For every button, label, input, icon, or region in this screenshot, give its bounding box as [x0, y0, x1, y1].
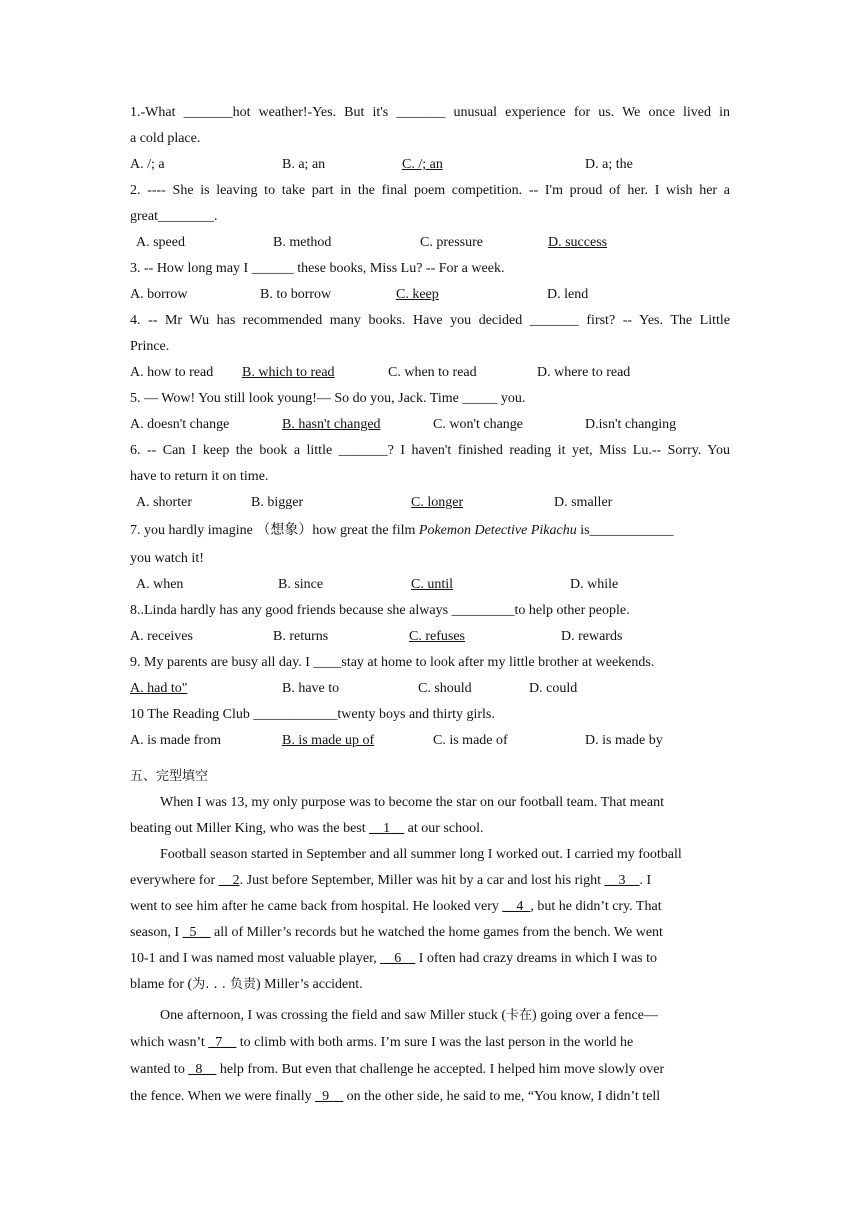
option-c[interactable]: C. pressure	[420, 235, 483, 250]
worksheet	[130, 100, 730, 1110]
option-b[interactable]: B. have to	[282, 681, 340, 696]
stem-text: 7. you hardly imagine （想象）how great the film	[130, 523, 419, 538]
question-stem: 10 The Reading Club ____________twenty boys and thirty girls.	[130, 707, 495, 722]
options-row	[130, 572, 730, 598]
paragraph-1	[130, 790, 730, 842]
option-a[interactable]: A. is made from	[130, 733, 221, 748]
option-c[interactable]: C. keep	[396, 287, 439, 302]
text: went to see him after he came back from hospital. He looked very	[130, 899, 503, 914]
text: beating out Miller King, who was the best	[130, 821, 370, 836]
blank-9: _9__	[315, 1089, 344, 1104]
option-d[interactable]: D. smaller	[554, 495, 613, 510]
text: wanted to	[130, 1062, 189, 1077]
question-stem: 2. ---- She is leaving to take part in the final poem competition. -- I'm proud of her. I wish her a	[130, 183, 730, 198]
option-b[interactable]: B. method	[273, 235, 332, 250]
question-stem: 3. -- How long may I ______ these books, Miss Lu? -- For a week.	[130, 261, 505, 276]
option-c[interactable]: C. longer	[411, 495, 464, 510]
text: help from. But even that challenge he accepted. I helped him move slowly over	[216, 1062, 665, 1077]
text: When I was 13, my only purpose was to become the star on our football team. That meant	[160, 795, 664, 810]
option-c[interactable]: C. is made of	[433, 733, 508, 748]
text: on the other side, he said to me, “You know, I didn’t tell	[343, 1089, 661, 1104]
option-d[interactable]: D. success	[548, 235, 608, 250]
question-stem	[130, 516, 730, 546]
option-a[interactable]: A. when	[136, 577, 184, 592]
option-b[interactable]: B. which to read	[242, 365, 335, 380]
option-a[interactable]: A. receives	[130, 629, 193, 644]
question-stem-continued: Prince.	[130, 339, 170, 354]
text: to climb with both arms. I’m sure I was the last person in the world he	[236, 1035, 634, 1050]
blank-1: __1__	[369, 821, 405, 836]
option-a[interactable]: A. shorter	[136, 495, 192, 510]
paragraph-2	[130, 842, 730, 998]
blank-4: __4_	[502, 899, 531, 914]
question-stem-continued: you watch it!	[130, 551, 204, 566]
option-a[interactable]: A. /; a	[130, 157, 165, 172]
blank-3: __3__	[604, 873, 640, 888]
option-d[interactable]: D. a; the	[585, 157, 633, 172]
option-b[interactable]: B. since	[278, 577, 324, 592]
text: which wasn’t	[130, 1035, 209, 1050]
options-row	[130, 624, 730, 650]
option-d[interactable]: D. is made by	[585, 733, 663, 748]
option-c[interactable]: C. when to read	[388, 365, 477, 380]
option-a[interactable]: A. doesn't change	[130, 417, 230, 432]
option-b[interactable]: B. bigger	[251, 495, 304, 510]
text: . I	[639, 873, 652, 888]
option-a[interactable]: A. had to"	[130, 681, 188, 696]
option-d[interactable]: D. where to read	[537, 365, 631, 380]
option-d[interactable]: D. while	[570, 577, 619, 592]
option-c[interactable]: C. until	[411, 577, 454, 592]
section-title: 五、完型填空	[130, 769, 209, 784]
text: 10-1 and I was named most valuable player,	[130, 951, 381, 966]
question-stem: 9. My parents are busy all day. I ____stay at home to look after my little brother at weekends.	[130, 655, 655, 670]
question-stem: 8..Linda hardly has any good friends because she always _________to help other people.	[130, 603, 630, 618]
option-b[interactable]: B. to borrow	[260, 287, 332, 302]
option-d[interactable]: D.isn't changing	[585, 417, 677, 432]
options-row	[130, 676, 730, 702]
text: season, I	[130, 925, 183, 940]
option-d[interactable]: D. rewards	[561, 629, 623, 644]
text: Football season started in September and all summer long I worked out. I carried my football	[160, 847, 682, 862]
option-b[interactable]: B. is made up of	[282, 733, 375, 748]
options-row	[130, 152, 730, 178]
text: I often had crazy dreams in which I was to	[415, 951, 658, 966]
chinese-gloss: 为. . . 负责	[192, 977, 256, 992]
option-d[interactable]: D. lend	[547, 287, 589, 302]
option-a[interactable]: A. how to read	[130, 365, 214, 380]
text: at our school.	[404, 821, 484, 836]
option-a[interactable]: A. speed	[136, 235, 185, 250]
options-row	[130, 490, 730, 516]
question-stem: 6. -- Can I keep the book a little _______? I haven't finished reading it yet, Miss Lu.-- Sorry. You	[130, 443, 730, 458]
options-row	[130, 360, 730, 386]
text: everywhere for	[130, 873, 219, 888]
paragraph-3	[130, 1002, 730, 1110]
text: ) Miller’s accident.	[256, 977, 363, 992]
text: One afternoon, I was crossing the field and saw Miller stuck (	[160, 1008, 507, 1023]
blank-8: _8__	[188, 1062, 217, 1077]
option-c[interactable]: C. /; an	[402, 157, 443, 172]
text: , but he didn’t cry. That	[530, 899, 662, 914]
stem-text: is____________	[576, 523, 674, 538]
blank-7: _7__	[208, 1035, 237, 1050]
question-stem: 5. — Wow! You still look young!— So do you, Jack. Time _____ you.	[130, 391, 526, 406]
option-c[interactable]: C. refuses	[409, 629, 465, 644]
options-row	[130, 230, 730, 256]
options-row	[130, 412, 730, 438]
text: all of Miller’s records but he watched the home games from the bench. We went	[210, 925, 663, 940]
options-row	[130, 728, 730, 754]
blank-5: _5__	[182, 925, 211, 940]
film-title: Pokemon Detective Pikachu	[418, 523, 577, 538]
text: . Just before September, Miller was hit by a car and lost his right	[239, 873, 605, 888]
text: the fence. When we were finally	[130, 1089, 316, 1104]
option-a[interactable]: A. borrow	[130, 287, 188, 302]
blank-6: __6__	[380, 951, 416, 966]
question-stem: 4. -- Mr Wu has recommended many books. Have you decided _______ first? -- Yes. The Little	[130, 313, 730, 328]
option-c[interactable]: C. won't change	[433, 417, 524, 432]
chinese-gloss: 卡在	[506, 1008, 533, 1023]
question-stem-continued: a cold place.	[130, 131, 201, 146]
question-stem-continued: great________.	[130, 209, 218, 224]
options-row	[130, 282, 730, 308]
question-stem: 1.-What _______hot weather!-Yes. But it's _______ unusual experience for us. We once lived in	[130, 105, 730, 120]
option-b[interactable]: B. hasn't changed	[282, 417, 381, 432]
option-b[interactable]: B. returns	[273, 629, 329, 644]
text: ) going over a fence—	[532, 1008, 658, 1023]
option-c[interactable]: C. should	[418, 681, 472, 696]
blank-2: __2	[218, 873, 240, 888]
option-b[interactable]: B. a; an	[282, 157, 326, 172]
question-stem-continued: have to return it on time.	[130, 469, 269, 484]
option-d[interactable]: D. could	[529, 681, 578, 696]
text: blame for (	[130, 977, 193, 992]
